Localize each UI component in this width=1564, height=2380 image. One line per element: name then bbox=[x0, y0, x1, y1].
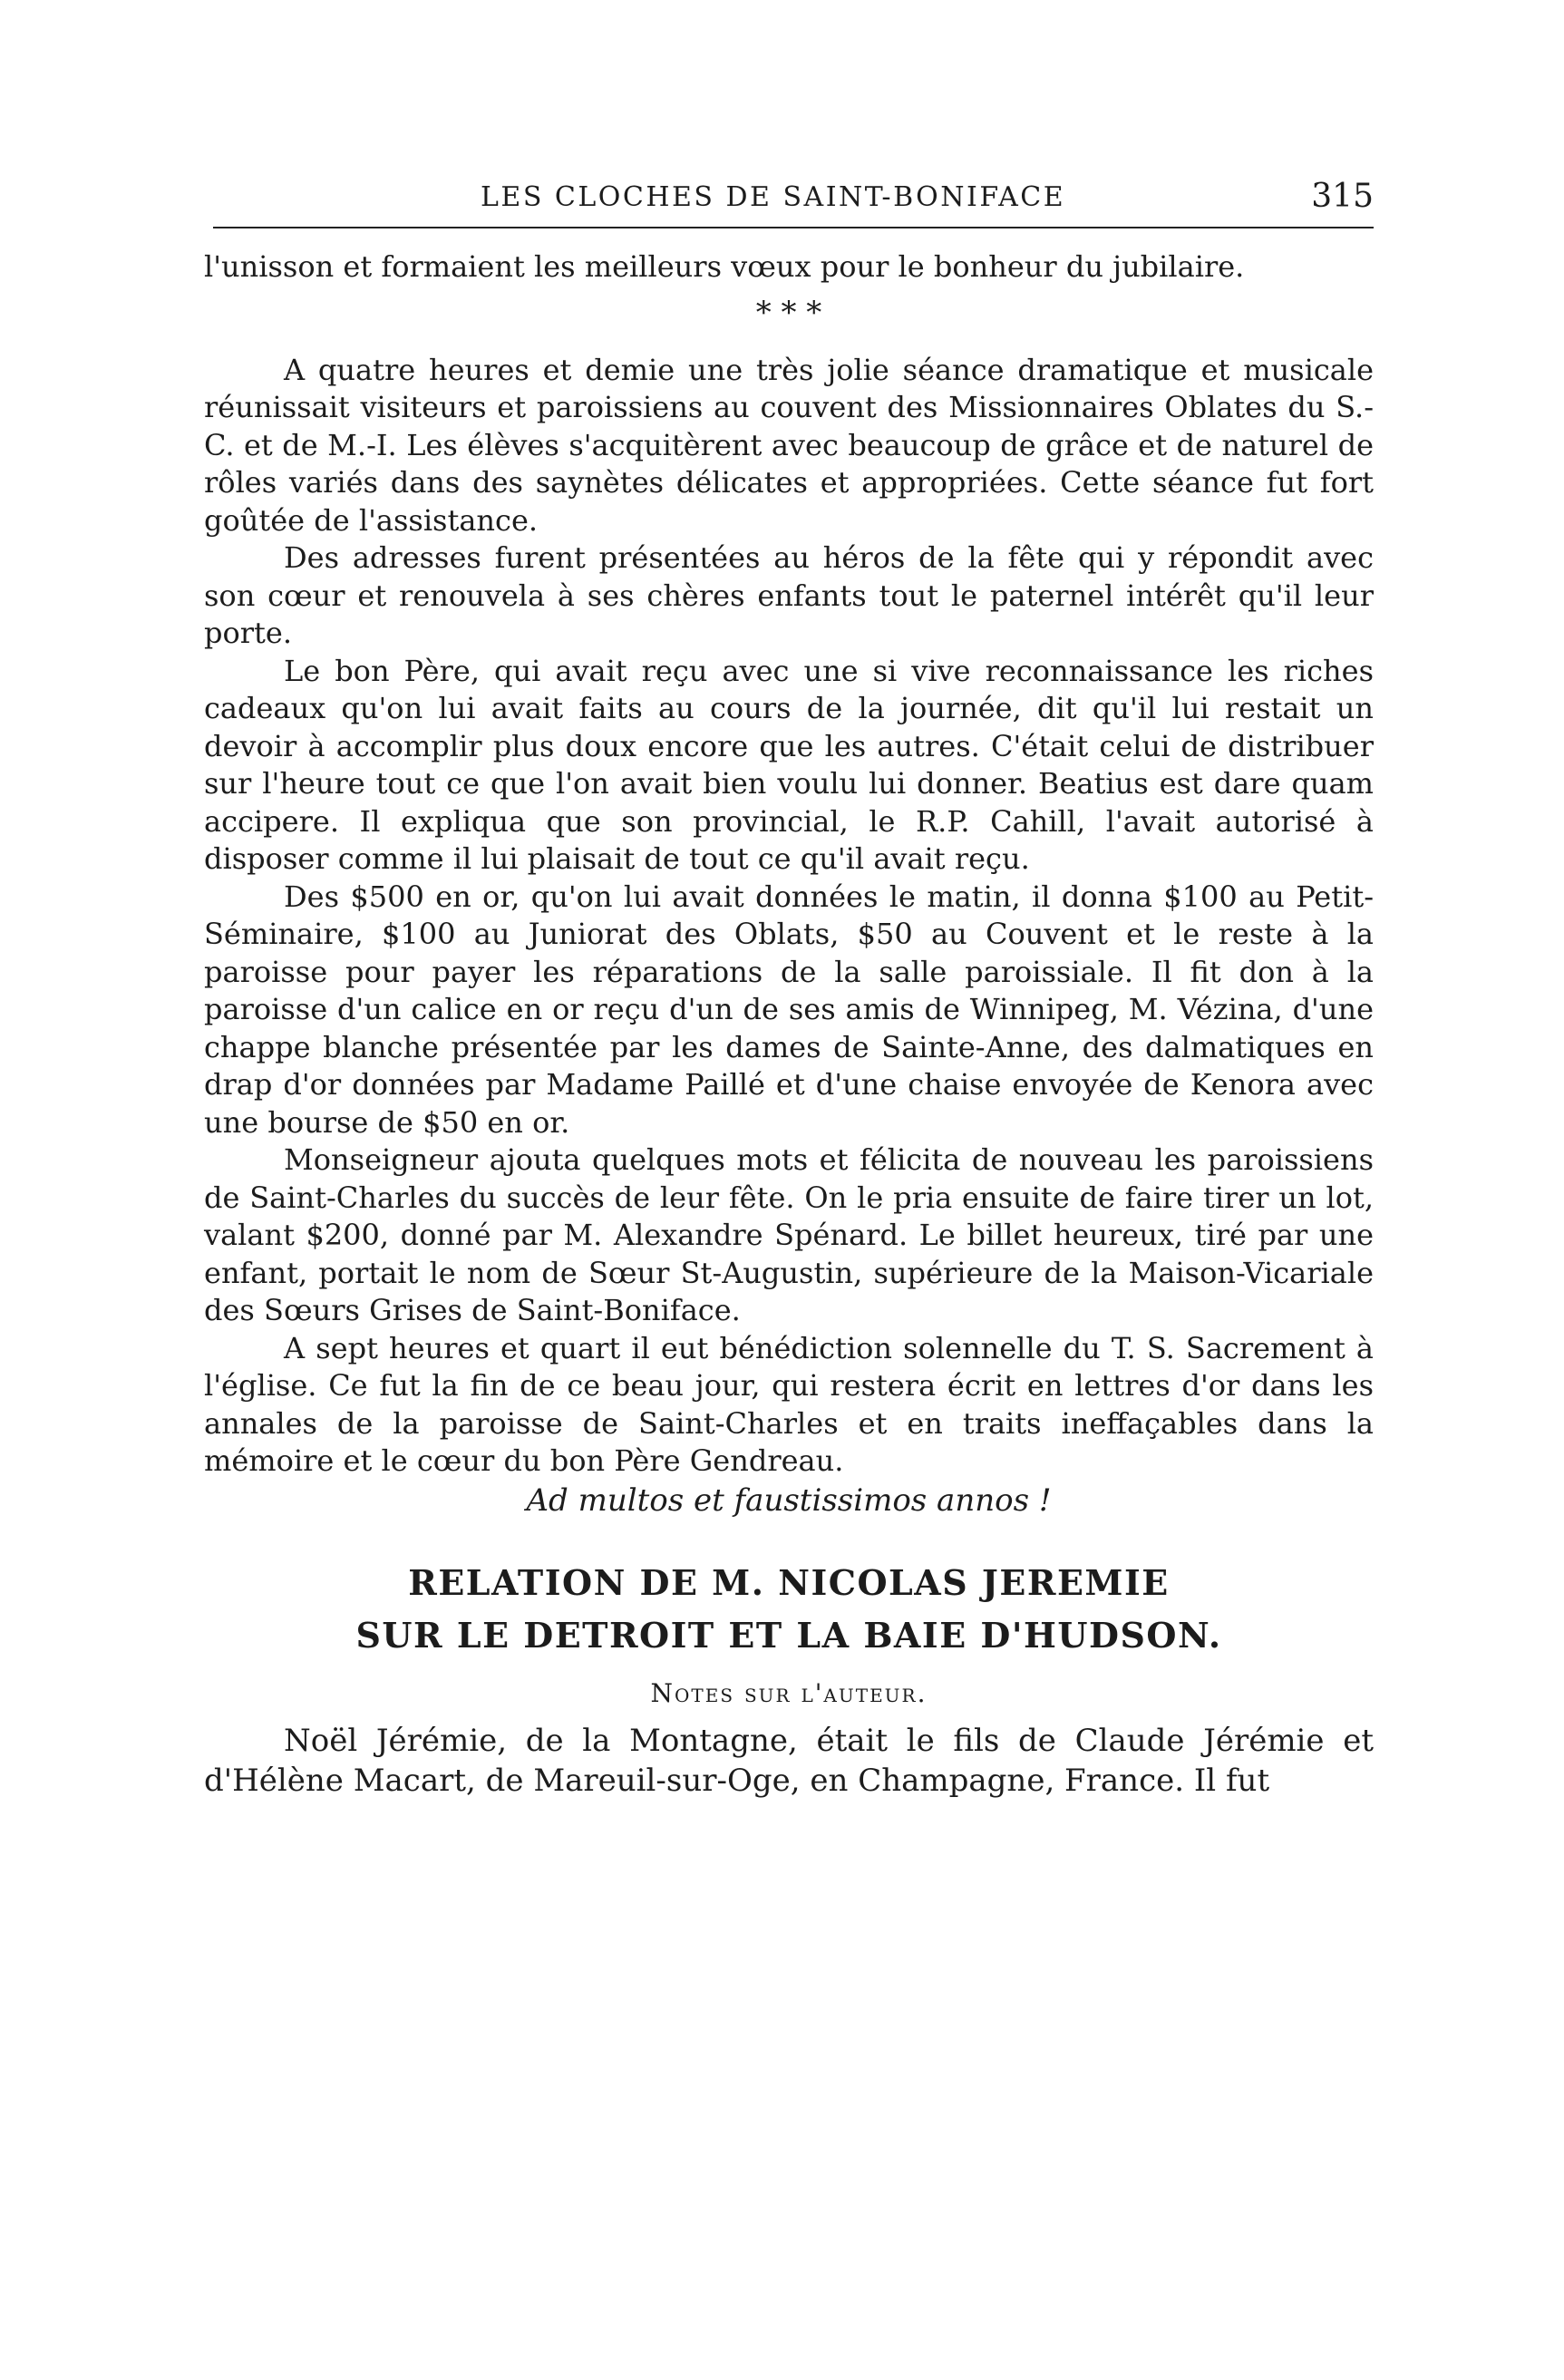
paragraph: A quatre heures et demie une très jolie séance dramatique et musicale réunissait visiteurs et paroissiens au couvent des Missionnaires Oblates du S.-C. et de M.-I. Les élèves s'acquitèrent avec beaucoup de grâce et de naturel de rôles variés dans des saynètes délicates et appropriées. Cette séance fut fort goûtée de l'assistance. bbox=[204, 352, 1374, 538]
paragraph: Des $500 en or, qu'on lui avait données le matin, il donna $100 au Petit-Séminaire, $100 au Juniorat des Oblats, $50 au Couvent et le reste à la paroisse pour payer les réparations de la salle paroissiale. Il fit don à la paroisse d'un calice en or reçu d'un de ses amis de Winnipeg, M. Vézina, d'une chappe blanche présentée par les dames de Sainte-Anne, des dalmatiques en drap d'or données par Madame Paillé et d'une chaise envoyée de Kenora avec une bourse de $50 en or. bbox=[204, 879, 1374, 1140]
book-page bbox=[204, 172, 1374, 1801]
section-subtitle: Notes sur l'auteur. bbox=[650, 1677, 928, 1708]
closing-wish: Ad multos et faustissimos annos ! bbox=[526, 1481, 1052, 1519]
paragraph: Le bon Père, qui avait reçu avec une si vive reconnaissance les riches cadeaux qu'on lui avait faits au cours de la journée, dit qu'il lui restait un devoir à accomplir plus doux encore que les autres. C'était celui de distribuer sur l'heure tout ce que l'on avait bien voulu lui donner. Beatius est dare quam accipere. Il expliqua que son provincial, le R.P. Cahill, l'avait autorisé à disposer comme il lui plaisait de tout ce qu'il avait reçu. bbox=[204, 653, 1374, 876]
section-title-line-1: RELATION DE M. NICOLAS JEREMIE bbox=[408, 1561, 1170, 1603]
running-head bbox=[204, 172, 1374, 227]
paragraph: Des adresses furent présentées au héros de la fête qui y répondit avec son cœur et renouvela à ses chères enfants tout le paternel intérêt qu'il leur porte. bbox=[204, 540, 1374, 650]
paragraph: A sept heures et quart il eut bénédiction solennelle du T. S. Sacrement à l'église. Ce fut la fin de ce beau jour, qui restera écrit en lettres d'or dans les annales de la paroisse de Saint-Charles et en traits ineffaçables dans la mémoire et le cœur du bon Père Gendreau. bbox=[204, 1330, 1374, 1478]
running-title: LES CLOCHES DE SAINT-BONIFACE bbox=[481, 181, 1066, 213]
header-rule bbox=[213, 227, 1374, 228]
section-separator: * * * bbox=[755, 294, 822, 331]
section-first-paragraph: Noël Jérémie, de la Montagne, était le fils de Claude Jérémie et d'Hélène Macart, de Mareuil-sur-Oge, en Champagne, France. Il fut bbox=[204, 1722, 1374, 1799]
section-title-line-2: SUR LE DETROIT ET LA BAIE D'HUDSON. bbox=[355, 1614, 1222, 1656]
page-number: 315 bbox=[1311, 178, 1374, 215]
continuation-paragraph: l'unisson et formaient les meilleurs vœux pour le bonheur du jubilaire. bbox=[204, 249, 1245, 284]
paragraph: Monseigneur ajouta quelques mots et félicita de nouveau les paroissiens de Saint-Charles du succès de leur fête. On le pria ensuite de faire tirer un lot, valant $200, donné par M. Alexandre Spénard. Le billet heureux, tiré par une enfant, portait le nom de Sœur St-Augustin, supérieure de la Maison-Vicariale des Sœurs Grises de Saint-Boniface. bbox=[204, 1142, 1374, 1327]
